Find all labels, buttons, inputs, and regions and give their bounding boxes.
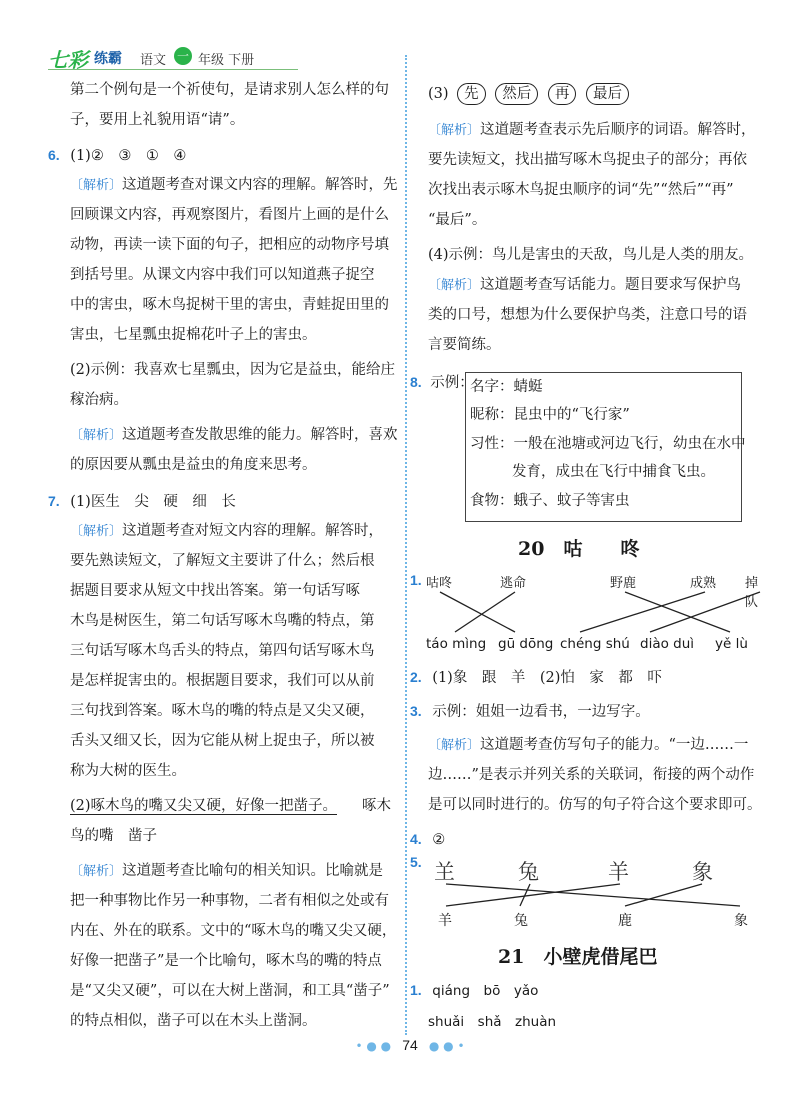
q7-part2-1-right: 啄木 bbox=[362, 798, 391, 814]
q2-number: 2. bbox=[410, 669, 422, 685]
analysis-tag: 〔解析〕 bbox=[70, 524, 123, 539]
brand-logo: 七彩 bbox=[48, 48, 88, 72]
q7-analysis-7: 三句找到答案。啄木鸟的嘴的特点是又尖又硬， bbox=[70, 703, 375, 719]
ancient-sheep-glyph: 羊 bbox=[608, 860, 629, 884]
ancient-deer-glyph: 𦍌 bbox=[434, 860, 455, 884]
q7-analysis2-2: 把一种事物比作另一种事物，二者有相似之处或有 bbox=[70, 893, 389, 909]
match-top-word: 野鹿 bbox=[610, 576, 637, 591]
q6-analysis-4: 到括号里。从课文内容中我们可以知道燕子捉空 bbox=[70, 267, 375, 283]
q6-analysis2-1: 〔解析〕这道题考查发散思维的能力。解答时，喜欢 bbox=[70, 427, 398, 443]
q7-number: 7. bbox=[48, 493, 60, 509]
q6-analysis2-2: 的原因要从瓢虫是益虫的角度来思考。 bbox=[70, 457, 317, 473]
q7-analysis-9: 称为大树的医生。 bbox=[70, 763, 186, 779]
q7-analysis-5: 三句话写啄木鸟舌头的特点，第四句话写啄木鸟 bbox=[70, 643, 375, 659]
q7-part2-1 bbox=[70, 792, 337, 820]
q8-nickname: 昵称：昆虫中的“飞行家” bbox=[470, 407, 630, 423]
q4-number: 4. bbox=[410, 831, 422, 847]
circled-word: 然后 bbox=[495, 83, 538, 105]
q6-number: 6. bbox=[48, 147, 60, 163]
q7-answer: (1)医生 尖 硬 细 长 bbox=[70, 494, 236, 510]
ancient-elephant-glyph: 象 bbox=[692, 860, 713, 884]
q4-analysis-1: 〔解析〕这道题考查写话能力。题目要求写保护鸟 bbox=[428, 277, 742, 293]
match-top-word: 逃命 bbox=[500, 576, 527, 591]
q7-analysis-8: 舌头又细又长，因为它能从树上捉虫子，所以被 bbox=[70, 733, 375, 749]
circled-word: 再 bbox=[548, 83, 577, 105]
q7-analysis2-5: 是“又尖又硬”，可以在大树上凿洞，和工具“凿子” bbox=[70, 983, 390, 999]
q7-part2-2: 鸟的嘴 凿子 bbox=[70, 828, 157, 844]
page-number: 74 bbox=[402, 1037, 418, 1053]
l20-q3: 3. 示例：姐姐一边看书，一边写字。 bbox=[410, 703, 650, 720]
circled-word: 先 bbox=[457, 83, 486, 105]
q6-answer: (1)② ③ ① ④ bbox=[70, 148, 187, 164]
modern-char: 羊 bbox=[438, 913, 452, 929]
q3-analysis-3: 次找出表示啄木鸟捉虫顺序的词“先”“然后”“再” bbox=[428, 182, 734, 198]
q6-part2-2: 稼治病。 bbox=[70, 392, 128, 408]
q3-analysis-4: “最后”。 bbox=[428, 212, 487, 228]
modern-char: 兔 bbox=[514, 913, 528, 929]
header-grade: 年级 下册 bbox=[198, 53, 255, 68]
q7-analysis2-1: 〔解析〕这道题考查比喻句的相关知识。比喻就是 bbox=[70, 863, 384, 879]
q6-analysis-2: 回顾课文内容，再观察图片，看图片上画的是什么 bbox=[70, 207, 389, 223]
q3-analysis-2: 要先读短文，找出描写啄木鸟捉虫子的部分；再依 bbox=[428, 152, 747, 168]
analysis-tag: 〔解析〕 bbox=[70, 864, 123, 879]
q6-analysis-3: 动物，再读一读下面的句子，把相应的动物序号填 bbox=[70, 237, 389, 253]
brand-sub: 练霸 bbox=[94, 51, 122, 67]
q6-part2-1: (2)示例：我喜欢七星瓢虫，因为它是益虫，能给庄 bbox=[70, 362, 396, 378]
q6-analysis-1: 〔解析〕这道题考查对课文内容的理解。解答时，先 bbox=[70, 177, 398, 193]
q7-analysis-2: 要先熟读短文，了解短文主要讲了什么；然后根 bbox=[70, 553, 375, 569]
q4-answer: (4)示例：鸟儿是害虫的天敌，鸟儿是人类的朋友。 bbox=[428, 247, 754, 263]
circled-word: 最后 bbox=[586, 83, 629, 105]
q7-analysis2-4: 好像一把凿子”是一个比喻句，啄木鸟的嘴的特点 bbox=[70, 953, 382, 969]
q8-name: 名字：蜻蜓 bbox=[470, 379, 543, 395]
match-line bbox=[440, 592, 515, 632]
q7-simile-answer: (2)啄木鸟的嘴又尖又硬，好像一把凿子。 bbox=[70, 798, 338, 814]
left-line-2: 子，要用上礼貌用语“请”。 bbox=[70, 112, 245, 128]
header bbox=[48, 44, 308, 70]
modern-char: 鹿 bbox=[618, 913, 632, 929]
match-bottom-pinyin: diào duì bbox=[640, 636, 695, 652]
lesson-21-title: 21 小壁虎借尾巴 bbox=[498, 946, 658, 968]
q3-number: 3. bbox=[410, 703, 422, 719]
q8-number: 8. bbox=[410, 374, 422, 390]
match-line bbox=[455, 592, 515, 632]
q7-analysis2-3: 内在、外在的联系。文中的“啄木鸟的嘴又尖又硬， bbox=[70, 923, 397, 939]
q6-analysis-6: 害虫，七星瓢虫捉棉花叶子上的害虫。 bbox=[70, 327, 317, 343]
match-line bbox=[650, 592, 760, 632]
match-top-word: 掉队 bbox=[745, 576, 759, 610]
ancient-match-lines bbox=[410, 852, 770, 932]
q7-analysis-6: 是怎样捉害虫的。根据题目要求，我们可以从前 bbox=[70, 673, 375, 689]
q4-analysis-2: 类的口号，想想为什么要保护鸟类，注意口号的语 bbox=[428, 307, 747, 323]
pinyin-match bbox=[410, 568, 770, 658]
match-bottom-pinyin: gū dōng bbox=[498, 636, 554, 652]
analysis-tag: 〔解析〕 bbox=[428, 123, 481, 138]
q8-habit-2: 发育，成虫在飞行中捕食飞虫。 bbox=[512, 464, 715, 480]
footer-dots-left: • ● ● bbox=[355, 1039, 392, 1053]
q6-row bbox=[48, 141, 186, 170]
analysis-tag: 〔解析〕 bbox=[428, 738, 481, 753]
q8-habit-1: 习性：一般在池塘或河边飞行，幼虫在水中 bbox=[470, 436, 746, 452]
q7-analysis2-6: 的特点相似，凿子可以在木头上凿洞。 bbox=[70, 1013, 317, 1029]
q5-number: 5. bbox=[410, 854, 422, 870]
q3-prefix: (3) bbox=[428, 86, 449, 102]
q8-food: 食物：蛾子、蚊子等害虫 bbox=[470, 493, 630, 509]
q6-analysis-5: 中的害虫，啄木鸟捉树干里的害虫，青蛙捉田里的 bbox=[70, 297, 389, 313]
q7-analysis-4: 木鸟是树医生，第二句话写啄木鸟嘴的特点，第 bbox=[70, 613, 375, 629]
l20-q3-analysis-3: 是可以同时进行的。仿写的句子符合这个要求即可。 bbox=[428, 797, 762, 813]
match-top-word: 成熟 bbox=[690, 576, 717, 591]
left-line-1: 第二个例句是一个祈使句，是请求别人怎么样的句 bbox=[70, 82, 389, 98]
analysis-tag: 〔解析〕 bbox=[70, 178, 123, 193]
q8-label: 示例： bbox=[430, 375, 474, 391]
footer bbox=[355, 1035, 465, 1055]
q8-example-box bbox=[465, 372, 746, 522]
footer-dots-right: ● ● • bbox=[428, 1039, 465, 1053]
column-divider bbox=[405, 55, 407, 1035]
q7-analysis-1: 〔解析〕这道题考查对短文内容的理解。解答时， bbox=[70, 523, 384, 539]
lesson-20-title: 20 咕 咚 bbox=[518, 538, 640, 560]
l20-q3-analysis-1: 〔解析〕这道题考查仿写句子的能力。“一边……一 bbox=[428, 737, 749, 753]
q3-order-row bbox=[428, 80, 634, 108]
ancient-script-match bbox=[410, 852, 770, 932]
grade-badge: 一 bbox=[174, 47, 192, 65]
modern-char: 象 bbox=[734, 913, 748, 929]
ancient-rabbit-glyph: 兔 bbox=[518, 860, 539, 884]
q1-number: 1. bbox=[410, 982, 422, 998]
q4-analysis-3: 言要简练。 bbox=[428, 337, 501, 353]
l21-q1-line1: 1. qiáng bō yǎo bbox=[410, 982, 539, 999]
q7-row bbox=[48, 487, 236, 516]
q1-number: 1. bbox=[410, 572, 422, 588]
l20-q4: 4. ② bbox=[410, 831, 446, 848]
match-bottom-pinyin: yě lù bbox=[715, 636, 748, 652]
analysis-tag: 〔解析〕 bbox=[70, 428, 123, 443]
q7-analysis-3: 据题目要求从短文中找出答案。第一句话写啄 bbox=[70, 583, 360, 599]
header-underline bbox=[48, 69, 298, 70]
match-top-word: 咕咚 bbox=[426, 576, 453, 591]
analysis-tag: 〔解析〕 bbox=[428, 278, 481, 293]
header-subject: 语文 bbox=[140, 53, 167, 68]
q3-analysis-1: 〔解析〕这道题考查表示先后顺序的词语。解答时， bbox=[428, 122, 756, 138]
l20-q3-analysis-2: 边……”是表示并列关系的关联词，衔接的两个动作 bbox=[428, 767, 755, 783]
match-bottom-pinyin: chéng shú bbox=[560, 636, 630, 652]
match-bottom-pinyin: táo mìng bbox=[426, 636, 487, 652]
l20-q2: 2. (1)象 跟 羊 (2)怕 家 都 吓 bbox=[410, 669, 662, 686]
l21-q1-line2: shuǎi shǎ zhuàn bbox=[428, 1014, 557, 1030]
